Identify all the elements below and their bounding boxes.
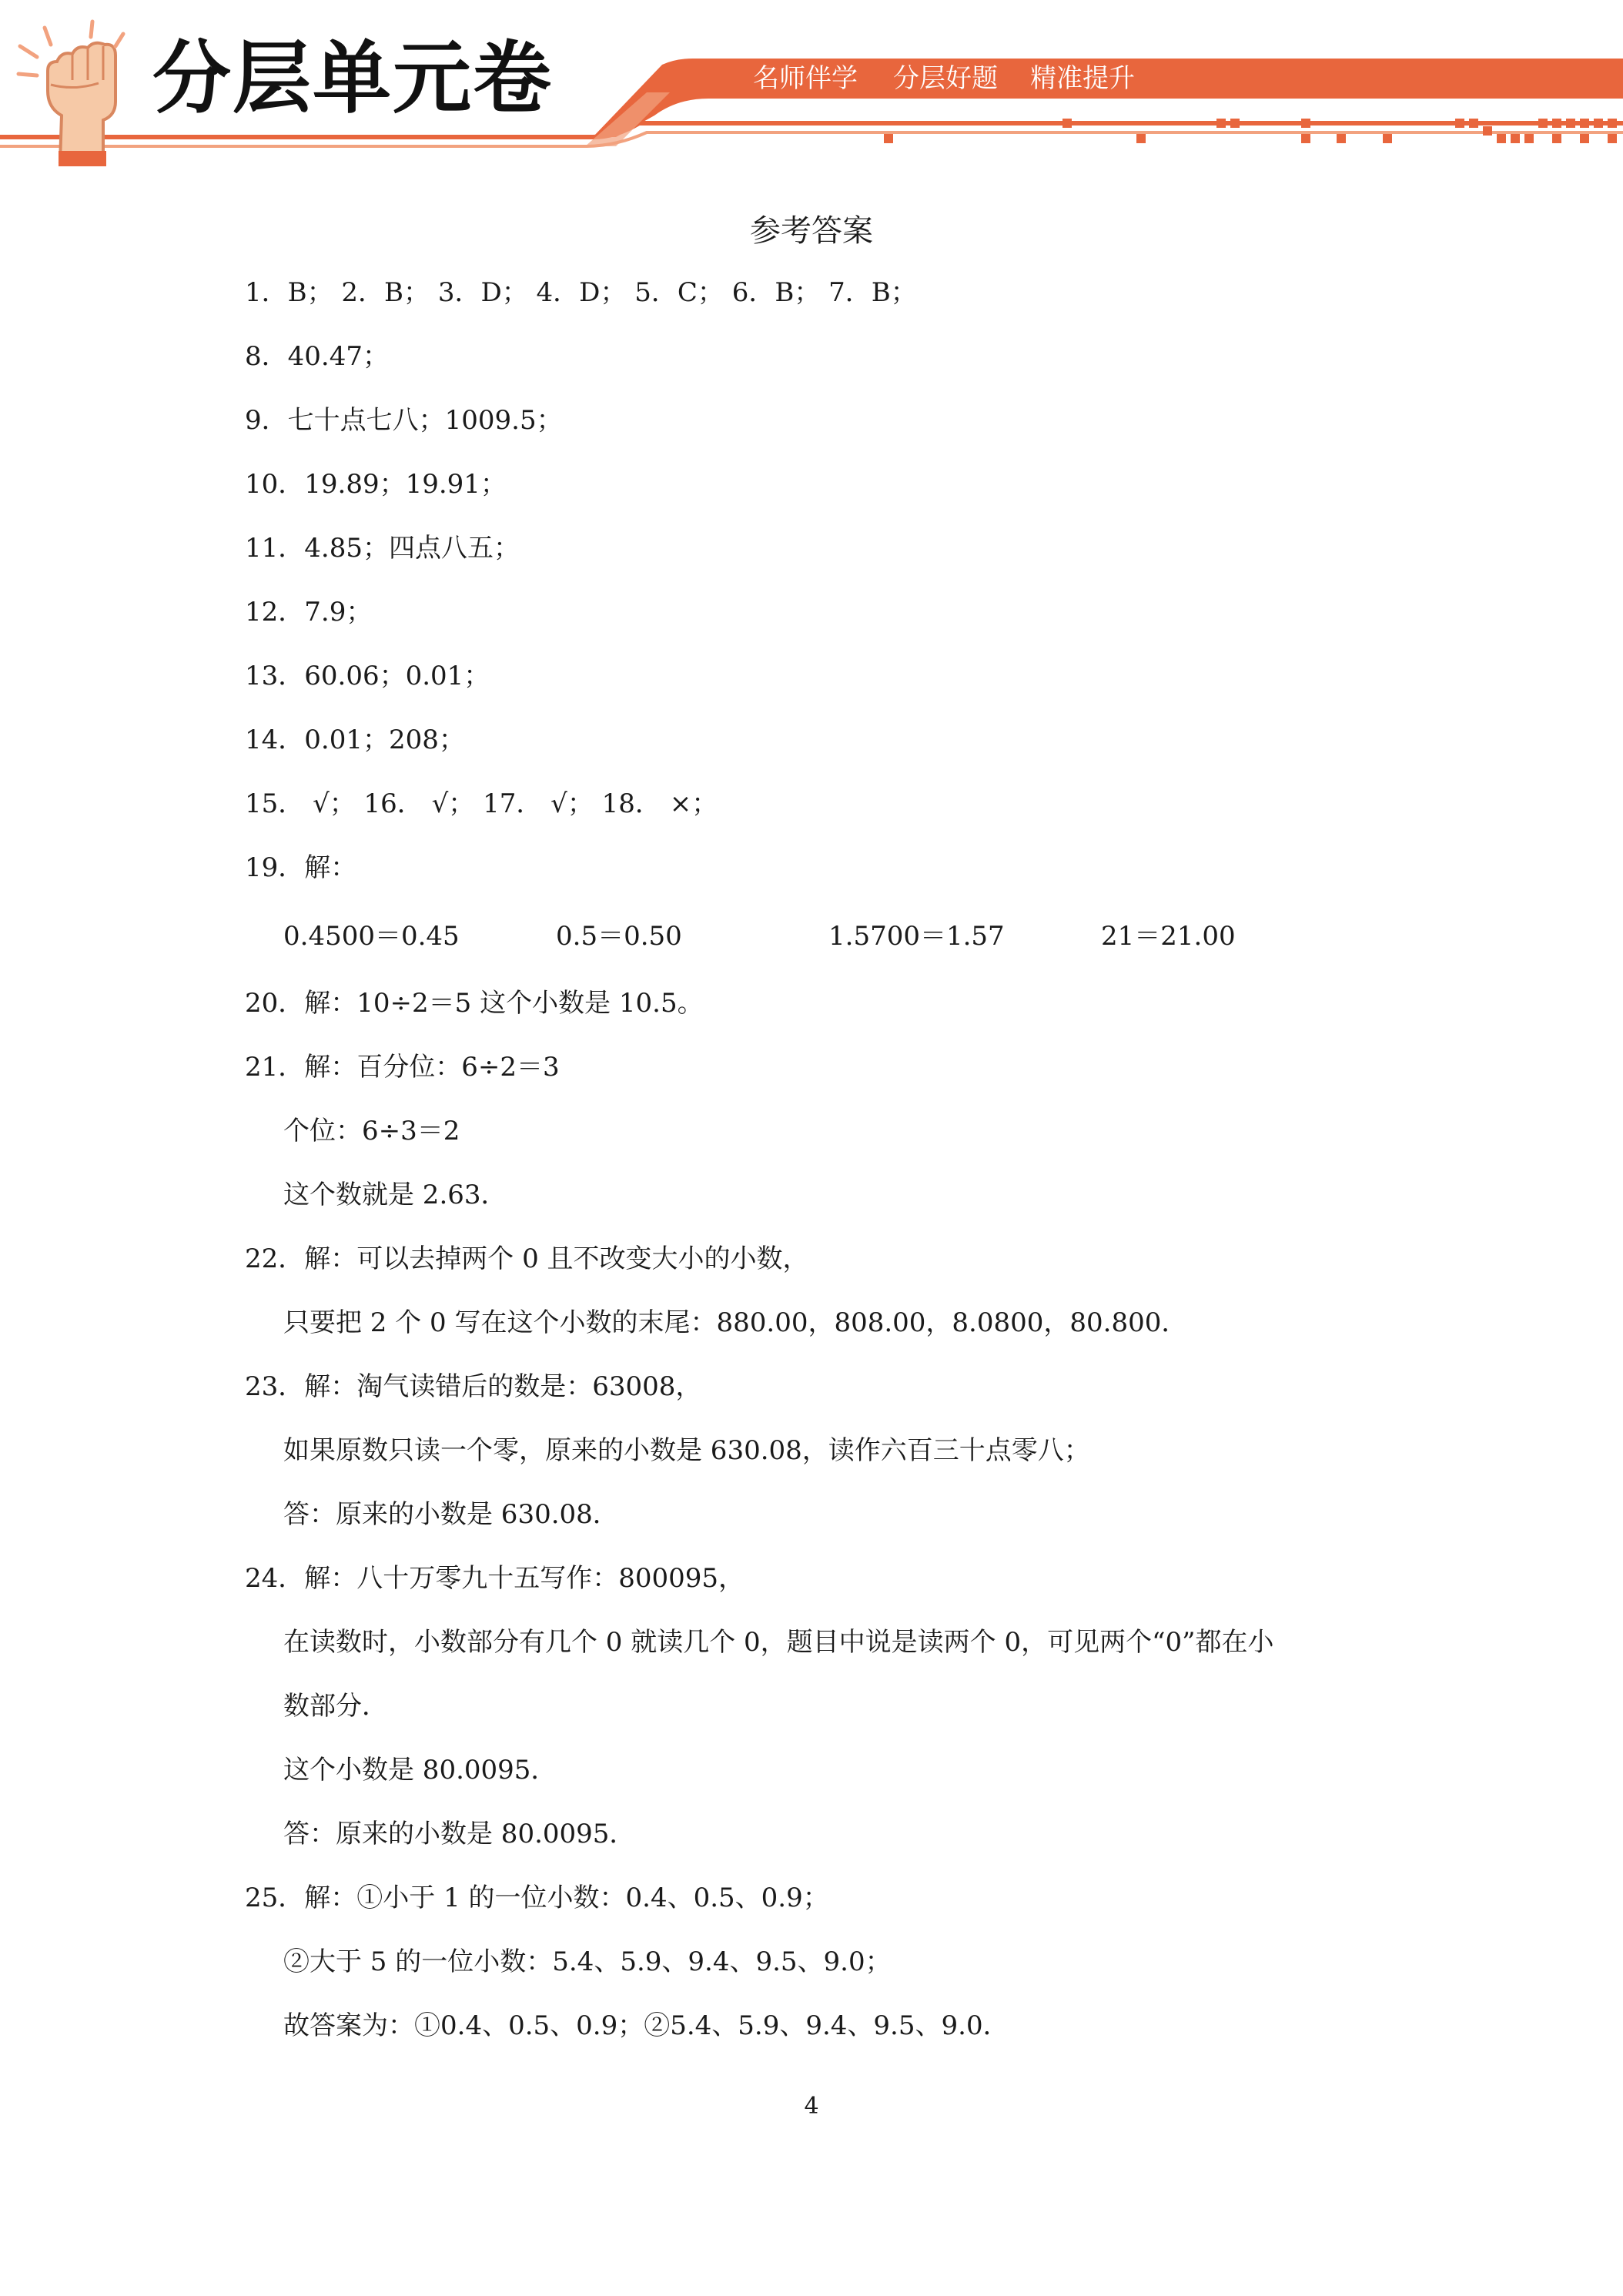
raised-fist-icon — [18, 22, 123, 166]
answer-q11: 11．4.85；四点八五； — [245, 533, 520, 564]
page-header — [0, 0, 1623, 177]
page-title: 参考答案 — [750, 213, 873, 249]
answer-q9: 9．七十点七八；1009.5； — [245, 405, 563, 436]
answer-q21-line2: 个位：6÷3＝2 — [283, 1116, 460, 1146]
answer-q14: 14．0.01；208； — [245, 725, 465, 755]
answer-q24-line4: 这个小数是 80.0095． — [283, 1755, 557, 1786]
answer-q24-line1: 24．解：八十万零九十五写作：800095， — [245, 1563, 745, 1594]
page-number: 4 — [804, 2093, 819, 2120]
answer-q24-line2: 在读数时，小数部分有几个 0 就读几个 0，题目中说是读两个 0，可见两个“0”都在小 — [283, 1627, 1274, 1658]
answer-q21-line1: 21．解：百分位：6÷2＝3 — [245, 1052, 560, 1083]
answer-q8: 8．40.47； — [245, 341, 389, 372]
answer-q20: 20．解：10÷2＝5 这个小数是 10.5。 — [245, 988, 704, 1019]
answer-q25-line1: 25．解：①小于 1 的一位小数：0.4、0.5、0.9； — [245, 1883, 829, 1913]
answer-q23-line3: 答：原来的小数是 630.08． — [283, 1499, 619, 1530]
q19-equation-1: 0.4500＝0.45 — [283, 921, 460, 952]
answer-q22-line1: 22．解：可以去掉两个 0 且不改变大小的小数， — [245, 1243, 809, 1274]
q19-equation-3: 1.5700＝1.57 — [828, 921, 1005, 952]
answer-q1-7: 1．B； 2．B； 3．D； 4．D； 5．C； 6．B； 7．B； — [245, 277, 917, 308]
slogan-2: 分层好题 — [893, 63, 998, 94]
brand-title: 分层单元卷 — [152, 33, 553, 125]
answer-q25-line2: ②大于 5 的一位小数：5.4、5.9、9.4、9.5、9.0； — [283, 1946, 892, 1977]
answer-q12: 12．7.9； — [245, 597, 373, 628]
q19-equation-4: 21＝21.00 — [1101, 921, 1236, 952]
answer-q24-line3: 数部分． — [283, 1691, 388, 1722]
answer-q19-head: 19．解： — [245, 852, 357, 883]
answer-q23-line2: 如果原数只读一个零，原来的小数是 630.08，读作六百三十点零八； — [283, 1435, 1090, 1466]
answer-q10: 10．19.89；19.91； — [245, 469, 507, 500]
q19-equation-2: 0.5＝0.50 — [556, 921, 682, 952]
answer-q15-18: 15． √； 16． √； 17． √； 18． ×； — [245, 788, 718, 819]
slogan-3: 精准提升 — [1030, 63, 1135, 94]
answer-q24-line5: 答：原来的小数是 80.0095． — [283, 1819, 636, 1849]
answer-q13: 13．60.06；0.01； — [245, 661, 490, 691]
answer-q25-line3: 故答案为：①0.4、0.5、0.9；②5.4、5.9、9.4、9.5、9.0． — [283, 2010, 1009, 2041]
answer-q23-line1: 23．解：淘气读错后的数是：63008， — [245, 1371, 702, 1402]
answer-q21-line3: 这个数就是 2.63． — [283, 1180, 507, 1210]
slogan-1: 名师伴学 — [753, 63, 858, 94]
answer-q22-line2: 只要把 2 个 0 写在这个小数的末尾：880.00，808.00，8.0800，80.800． — [283, 1307, 1188, 1338]
